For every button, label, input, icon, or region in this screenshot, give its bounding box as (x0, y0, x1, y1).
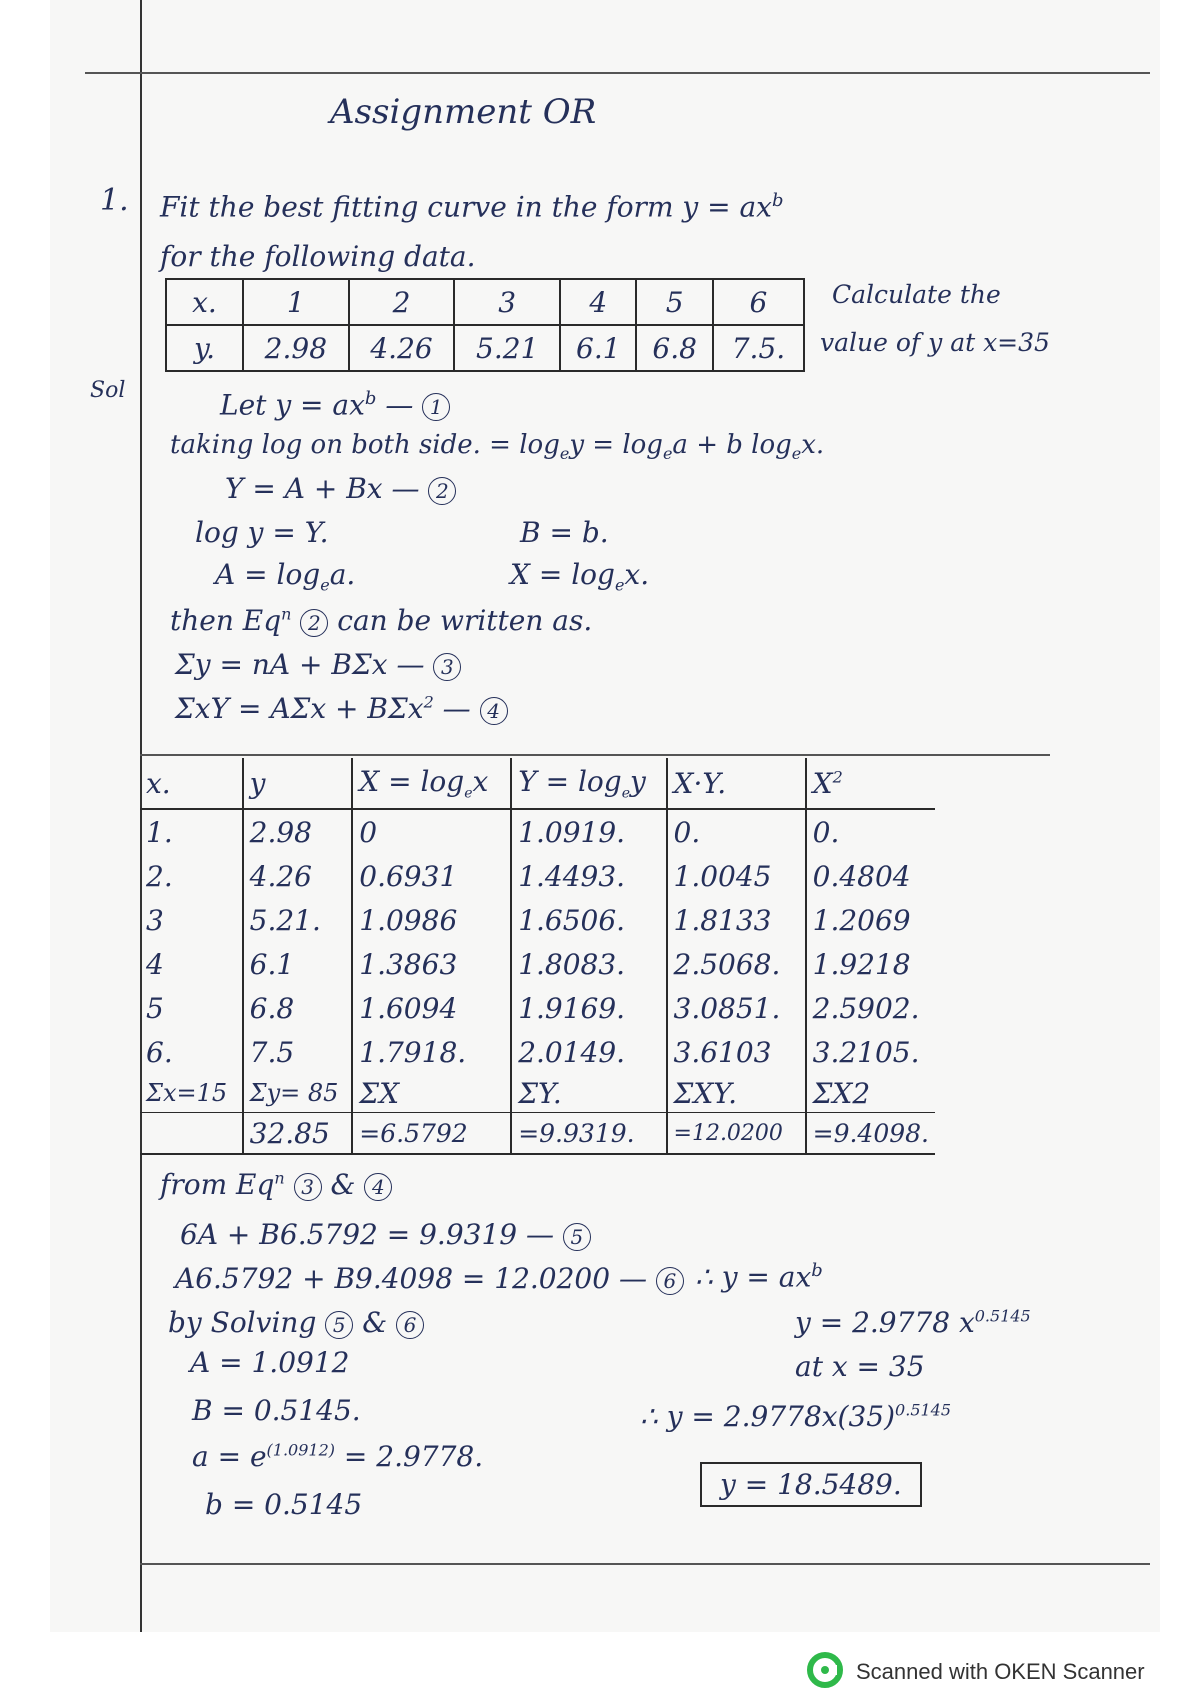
eq-ref-6: 6 (656, 1267, 684, 1295)
cell: 1.6094 (352, 986, 511, 1030)
linear-equation: Y = A + Bx — 2 (225, 472, 456, 505)
sum-label: ΣXY. (667, 1074, 806, 1113)
value-B: B = 0.5145. (192, 1394, 361, 1427)
side-note-2: value of y at x=35 (820, 328, 1050, 357)
normal-equation-1: Σy = nA + BΣx — 3 (175, 648, 461, 681)
fitted-curve: y = 2.9778 $x^{0.5145}$ (795, 1306, 1031, 1339)
data-y-cell: 2.98 (243, 325, 349, 371)
scanner-text: Scanned with OKEN Scanner (856, 1659, 1145, 1684)
header-x: x. (140, 758, 243, 809)
sum-value: =6.5792 (352, 1113, 511, 1155)
cell: 1.3863 (352, 942, 511, 986)
cell: 1.8083. (511, 942, 666, 986)
cell: 0. (667, 809, 806, 854)
data-y-cell: 6.1 (560, 325, 636, 371)
cell: 5.21. (243, 898, 353, 942)
cell: 1.9169. (511, 986, 666, 1030)
cell: 1.2069 (806, 898, 935, 942)
table-row (140, 942, 935, 986)
cell: 6.8 (243, 986, 353, 1030)
cell: 2.5902. (806, 986, 935, 1030)
data-table (165, 278, 805, 372)
taking-log-line: taking log on both side. = $\log_ey = \log_ea + b$ $\log_ex$. (170, 430, 825, 464)
sum-value: 32.85 (243, 1113, 353, 1155)
side-note-1: Calculate the (832, 280, 1001, 309)
from-eq-line: from Eq$^n$ 3 & 4 (160, 1168, 392, 1201)
bottom-rule (140, 1563, 1150, 1565)
definition-1: log y = Y. (195, 516, 329, 549)
header-log-x: $X = \log_ex$ (352, 758, 511, 809)
cell: 1.0045 (667, 854, 806, 898)
table-row (140, 986, 935, 1030)
eq-ref-5: 5 (563, 1223, 591, 1251)
cell: 3 (146, 903, 164, 937)
data-x-cell: 6 (713, 279, 804, 325)
calculation-table (140, 758, 935, 1155)
sum-label-row (140, 1074, 935, 1113)
cell: 4 (146, 947, 164, 981)
at-x-35: at x = 35 (795, 1350, 925, 1383)
cell: 0 (352, 809, 511, 854)
eq-ref-2: 2 (428, 477, 456, 505)
value-a: $a = e^{(1.0912)} = 2.9778$. (192, 1440, 484, 1473)
cell: 1.0986 (352, 898, 511, 942)
equation-5: 6A + B6.5792 = 9.9319 — 5 (180, 1218, 591, 1251)
sum-value: =12.0200 (667, 1113, 806, 1155)
model-line: ∴ $y = ax^b$ (695, 1260, 823, 1294)
substitution-line: ∴ $y = 2.9778x(35)^{0.5145}$ (640, 1400, 952, 1433)
data-y-label: y. (166, 325, 243, 371)
cell: 6. (146, 1035, 173, 1069)
cell: 4.26 (243, 854, 353, 898)
data-x-cell: 5 (636, 279, 712, 325)
cell: 0.4804 (806, 854, 935, 898)
oken-logo-icon (806, 1651, 844, 1693)
table-row (140, 1030, 935, 1074)
cell: 1.7918. (352, 1030, 511, 1074)
header-xy: X·Y. (667, 758, 806, 809)
cell: 1.0919. (511, 809, 666, 854)
calc-header-row (140, 758, 935, 809)
cell: 1.8133 (667, 898, 806, 942)
data-x-cell: 4 (560, 279, 636, 325)
definition-3: $A = \log_ea$. (215, 558, 356, 595)
sum-label: Σx=15 (146, 1079, 228, 1107)
definition-2: B = b. (520, 516, 609, 549)
data-y-cell: 4.26 (349, 325, 455, 371)
question-line-1: Fit the best fitting curve in the form $y = ax^b$ (160, 190, 784, 224)
cell: 1.4493. (511, 854, 666, 898)
cell: 6.1 (243, 942, 353, 986)
equation-6: A6.5792 + B9.4098 = 12.0200 — 6 (175, 1262, 684, 1295)
sum-label: ΣX2 (806, 1074, 935, 1113)
sum-label: ΣX (352, 1074, 511, 1113)
cell: 7.5 (243, 1030, 353, 1074)
cell: 0. (806, 809, 935, 854)
table-row (140, 854, 935, 898)
final-answer-box: y = 18.5489. (700, 1462, 922, 1507)
by-solving-line: by Solving 5 & 6 (168, 1306, 424, 1339)
eq-ref-4: 4 (480, 697, 508, 725)
top-rule (85, 72, 1150, 74)
then-line: then Eq$^n$ 2 can be written as. (170, 604, 593, 637)
value-A: A = 1.0912 (190, 1346, 350, 1379)
header-x-squared: $X^2$ (806, 758, 935, 809)
sum-value-row (140, 1113, 935, 1155)
sum-label: Σy= 85 (243, 1074, 353, 1113)
cell: 1.9218 (806, 942, 935, 986)
solution-label: Sol (90, 378, 126, 403)
cell: 2.98 (243, 809, 353, 854)
sum-label: ΣY. (511, 1074, 666, 1113)
eq-ref-4b: 4 (364, 1173, 392, 1201)
cell: 1.6506. (511, 898, 666, 942)
data-x-cell: 1 (243, 279, 349, 325)
data-y-cell: 5.21 (454, 325, 560, 371)
page-title: Assignment OR (330, 92, 597, 132)
cell: 5 (146, 991, 164, 1025)
eq-ref-6b: 6 (396, 1311, 424, 1339)
cell: 2.5068. (667, 942, 806, 986)
cell: 3.2105. (806, 1030, 935, 1074)
scanner-watermark (806, 1652, 1145, 1692)
data-y-cell: 7.5. (713, 325, 804, 371)
cell: 3.6103 (667, 1030, 806, 1074)
data-x-cell: 3 (454, 279, 560, 325)
sum-value (140, 1113, 243, 1155)
normal-equation-2: ΣxY = AΣx + BΣx$^2$ — 4 (175, 692, 508, 725)
eq-ref-2b: 2 (300, 609, 328, 637)
data-y-cell: 6.8 (636, 325, 712, 371)
definition-4: $X = \log_ex$. (510, 558, 650, 595)
eq-ref-3: 3 (433, 653, 461, 681)
question-number: 1. (100, 183, 129, 218)
data-row-y (166, 325, 804, 371)
sum-value: =9.9319. (511, 1113, 666, 1155)
cell: 0.6931 (352, 854, 511, 898)
table-row (140, 809, 935, 854)
value-b: b = 0.5145 (205, 1488, 363, 1521)
header-y: y (243, 758, 353, 809)
cell: 1. (146, 815, 173, 849)
cell: 3.0851. (667, 986, 806, 1030)
cell: 2. (146, 859, 173, 893)
data-row-x (166, 279, 804, 325)
eq-ref-5b: 5 (325, 1311, 353, 1339)
table-row (140, 898, 935, 942)
let-line: Let $y = ax^b$ — 1 (220, 388, 450, 421)
question-line-2: for the following data. (160, 240, 476, 273)
cell: 2.0149. (511, 1030, 666, 1074)
data-x-cell: 2 (349, 279, 455, 325)
table-top-rule (140, 754, 1050, 756)
data-x-label: x. (166, 279, 243, 325)
eq-ref-3b: 3 (294, 1173, 322, 1201)
eq-ref-1: 1 (422, 393, 450, 421)
header-log-y: $Y = \log_ey$ (511, 758, 666, 809)
sum-value: =9.4098. (806, 1113, 935, 1155)
